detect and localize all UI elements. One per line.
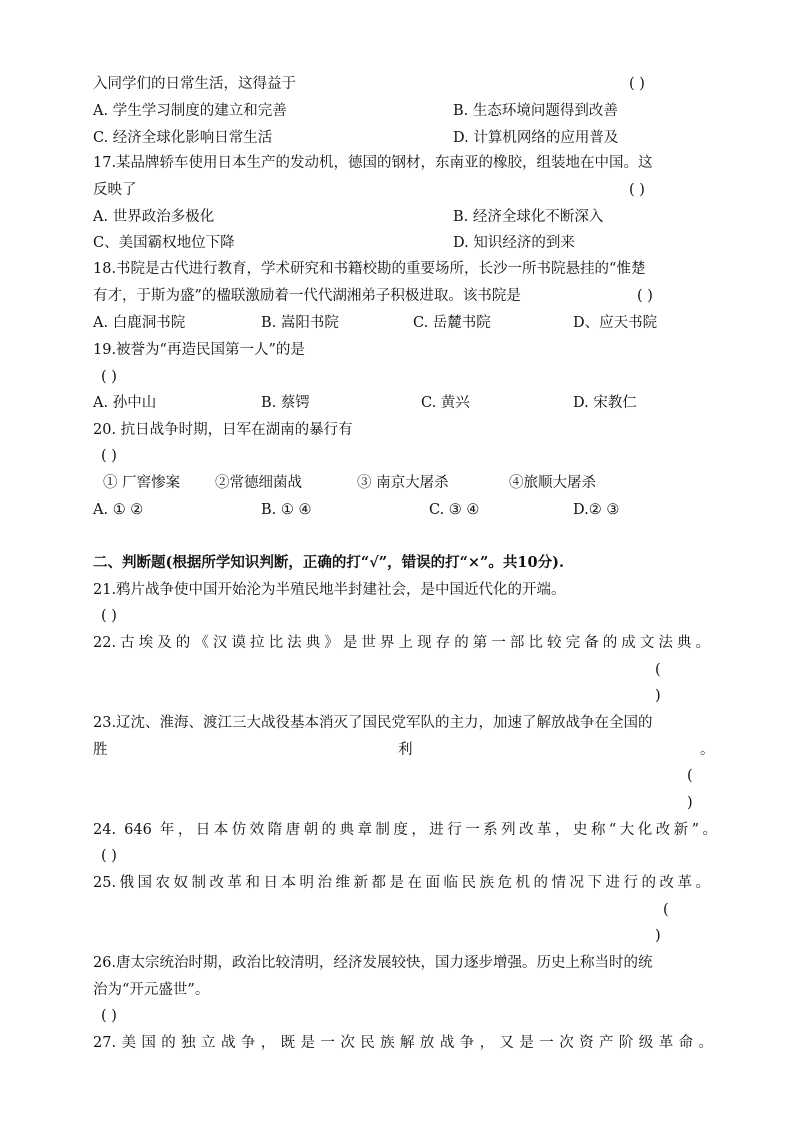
- q20-option-d: D.② ③: [573, 502, 620, 518]
- q17-text-line2: 反映了: [93, 182, 137, 198]
- q22-text: 22.古埃及的《汉谟拉比法典》是世界上现存的第一部比较完备的成文法典。: [93, 635, 710, 651]
- q20-item-4: ④旅顺大屠杀: [509, 475, 596, 491]
- q17-option-a: A. 世界政治多极化: [93, 209, 215, 225]
- q20-item-2: ②常德细菌战: [215, 475, 302, 491]
- q23-word-1: 胜: [93, 742, 108, 758]
- q20-option-a: A. ① ②: [93, 502, 144, 518]
- q26-answer-paren: ( ): [101, 1008, 117, 1024]
- q19-option-d: D. 宋教仁: [573, 395, 637, 411]
- q16-option-a: A. 学生学习制度的建立和完善: [93, 103, 287, 119]
- q22-paren-open: (: [655, 662, 661, 678]
- q20-text: 20. 抗日战争时期，日军在湖南的暴行有: [93, 422, 353, 438]
- q25-text: 25.俄国农奴制改革和日本明治维新都是在面临民族危机的情况下进行的改革。: [93, 875, 710, 891]
- q16-option-d: D. 计算机网络的应用普及: [453, 130, 619, 146]
- q19-option-a: A. 孙中山: [93, 395, 157, 411]
- q21-answer-paren: ( ): [101, 608, 117, 624]
- q18-option-c: C. 岳麓书院: [413, 315, 491, 331]
- q20-answer-paren: ( ): [101, 448, 117, 464]
- q19-answer-paren: ( ): [101, 369, 117, 385]
- q20-item-3: ③ 南京大屠杀: [357, 475, 449, 491]
- q26-text-line1: 26.唐太宗统治时期，政治比较清明，经济发展较快，国力逐步增强。历史上称当时的统: [93, 955, 653, 971]
- q24-text: 24. 646 年，日本仿效隋唐朝的典章制度，进行一系列改革，史称“大化改新”。: [93, 822, 717, 838]
- q18-option-d: D、应天书院: [573, 315, 658, 331]
- q23-text-line1: 23.辽沈、淮海、渡江三大战役基本消灭了国民党军队的主力，加速了解放战争在全国的: [93, 715, 653, 731]
- q20-option-c: C. ③ ④: [429, 502, 480, 518]
- q17-answer-paren: ( ): [629, 182, 645, 198]
- q17-option-b: B. 经济全球化不断深入: [453, 209, 604, 225]
- q23-paren-open: (: [687, 768, 693, 784]
- q20-item-1: ① 厂窖惨案: [103, 475, 181, 491]
- q19-option-c: C. 黄兴: [421, 395, 470, 411]
- q16-option-b: B. 生态环境问题得到改善: [453, 103, 618, 119]
- q18-option-a: A. 白鹿洞书院: [93, 315, 186, 331]
- q26-text-line2: 治为“开元盛世”。: [93, 982, 210, 998]
- q17-option-c: C、美国霸权地位下降: [93, 235, 235, 251]
- q23-paren-close: ): [687, 795, 693, 811]
- q16-option-c: C. 经济全球化影响日常生活: [93, 130, 273, 146]
- q25-paren-close: ): [655, 928, 661, 944]
- q21-text: 21.鸦片战争使中国开始沦为半殖民地半封建社会，是中国近代化的开端。: [93, 582, 566, 598]
- q22-paren-close: ): [655, 688, 661, 704]
- q16-text: 入同学们的日常生活，这得益于: [93, 76, 296, 92]
- q18-text-line1: 18.书院是古代进行教育，学术研究和书籍校勘的重要场所，长沙一所书院悬挂的“惟楚: [93, 261, 646, 277]
- q18-text-line2: 有才，于斯为盛”的楹联激励着一代代湖湘弟子积极进取。该书院是: [93, 288, 521, 304]
- q25-paren-open: (: [663, 902, 669, 918]
- q18-answer-paren: ( ): [637, 288, 653, 304]
- q18-option-b: B. 嵩阳书院: [261, 315, 339, 331]
- q24-answer-paren: ( ): [101, 848, 117, 864]
- q17-text-line1: 17.某品牌轿车使用日本生产的发动机，德国的钢材，东南亚的橡胶，组装地在中国。这: [93, 155, 653, 171]
- section-heading-true-false: 二、判断题(根据所学知识判断，正确的打“√”，错误的打“×”。共10分).: [93, 554, 564, 571]
- q16-answer-paren: ( ): [629, 76, 645, 92]
- q23-word-2: 利: [398, 742, 413, 758]
- q19-text: 19.被誉为“再造民国第一人”的是: [93, 342, 305, 358]
- q27-text: 27.美国的独立战争，既是一次民族解放战争，又是一次资产阶级革命。: [93, 1035, 713, 1051]
- q20-option-b: B. ① ④: [261, 502, 312, 518]
- q17-option-d: D. 知识经济的到来: [453, 235, 575, 251]
- q23-word-3: 。: [700, 742, 715, 758]
- q19-option-b: B. 蔡锷: [261, 395, 310, 411]
